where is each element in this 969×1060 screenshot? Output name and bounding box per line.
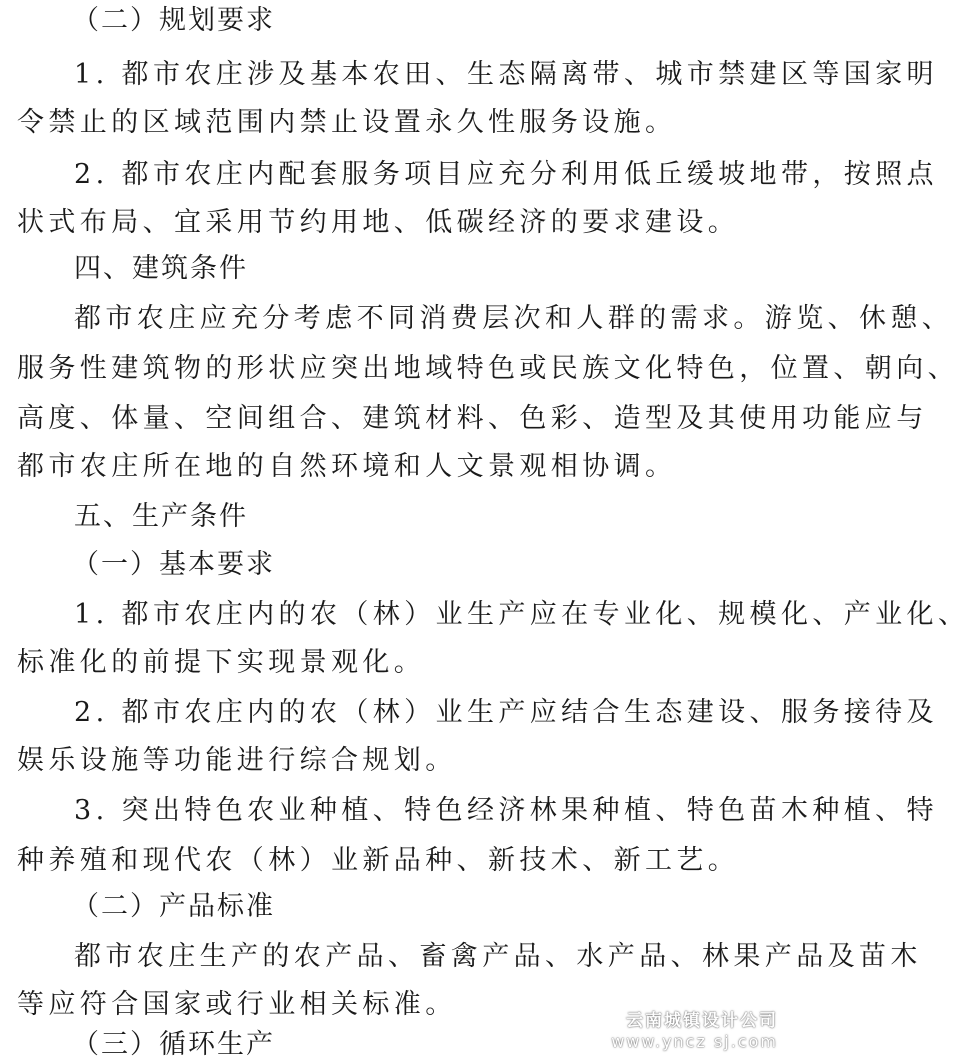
section-heading-production: 五、生产条件 [74, 501, 248, 532]
paragraph-line: 2. 都市农庄内的农（林）业生产应结合生态建设、服务接待及 [74, 697, 938, 728]
paragraph-line: 高度、体量、空间组合、建筑材料、色彩、造型及其使用功能应与 [17, 403, 928, 434]
paragraph-line: 等应符合国家或行业相关标准。 [17, 989, 457, 1020]
paragraph-line: 都市农庄所在地的自然环境和人文景观相协调。 [17, 451, 677, 482]
watermark [611, 1010, 778, 1052]
paragraph-line: 都市农庄生产的农产品、畜禽产品、水产品、林果产品及苗木 [74, 941, 922, 972]
subsection-heading-planning: （二）规划要求 [72, 5, 275, 36]
paragraph-line: 令禁止的区域范围内禁止设置永久性服务设施。 [17, 107, 677, 138]
subsection-heading-product: （二）产品标准 [72, 891, 275, 922]
section-heading-building: 四、建筑条件 [74, 253, 248, 284]
watermark-name: 云南城镇设计公司 [626, 1011, 778, 1031]
paragraph-line: 2. 都市农庄内配套服务项目应充分利用低丘缓坡地带，按照点 [74, 159, 938, 190]
watermark-url: www.yncz sj.com [611, 1032, 778, 1051]
paragraph-line: 都市农庄应充分考虑不同消费层次和人群的需求。游览、休憩、 [74, 303, 954, 334]
paragraph-line: 种养殖和现代农（林）业新品种、新技术、新工艺。 [17, 845, 740, 876]
paragraph-line: 状式布局、宜采用节约用地、低碳经济的要求建设。 [17, 207, 740, 238]
paragraph-line: 娱乐设施等功能进行综合规划。 [17, 745, 457, 776]
paragraph-line: 1. 都市农庄内的农（林）业生产应在专业化、规模化、产业化、 [74, 599, 969, 630]
paragraph-line: 1. 都市农庄涉及基本农田、生态隔离带、城市禁建区等国家明 [74, 59, 938, 90]
subsection-heading-cycle: （三）循环生产 [72, 1029, 275, 1060]
paragraph-line: 3. 突出特色农业种植、特色经济林果种植、特色苗木种植、特 [74, 795, 938, 826]
paragraph-line: 标准化的前提下实现景观化。 [17, 647, 426, 678]
subsection-heading-basic: （一）基本要求 [72, 549, 275, 580]
paragraph-line: 服务性建筑物的形状应突出地域特色或民族文化特色，位置、朝向、 [17, 353, 959, 384]
